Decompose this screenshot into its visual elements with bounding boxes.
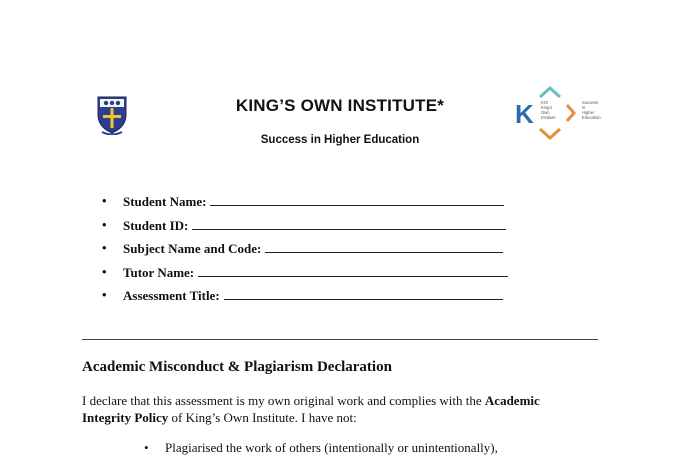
- declaration-text-2: of King’s Own Institute. I have not:: [168, 410, 357, 425]
- student-name-blank[interactable]: [210, 193, 504, 206]
- declaration-paragraph: [82, 392, 582, 426]
- declaration-items-list: [144, 440, 498, 456]
- koi-logo-mark: K: [515, 99, 534, 129]
- field-subject-name-code: [102, 240, 508, 264]
- assessment-title-blank[interactable]: [224, 287, 503, 300]
- declaration-text-1: I declare that this assessment is my own original work and complies with the: [82, 393, 485, 408]
- field-student-id: [102, 217, 508, 241]
- institute-title: KING’S OWN INSTITUTE*: [235, 96, 445, 115]
- institute-subtitle: Success in Higher Education: [260, 134, 420, 146]
- field-label: Tutor Name:: [123, 264, 195, 280]
- declaration-item: • Plagiarised the work of others (intentionally or unintentionally),: [144, 440, 498, 456]
- field-label: Student ID:: [123, 217, 189, 233]
- subject-name-code-blank[interactable]: [265, 240, 503, 253]
- svg-text:KOI King's Own Ins: KOI King's Own Institute: [541, 100, 556, 120]
- student-details-list: [102, 193, 508, 311]
- section-divider: [82, 339, 598, 340]
- field-tutor-name: [102, 264, 508, 288]
- svg-text:Success in Higher: Success in Higher Education: [582, 100, 601, 120]
- student-id-blank[interactable]: [192, 217, 506, 230]
- field-assessment-title: [102, 287, 508, 311]
- field-label: Assessment Title:: [123, 288, 220, 303]
- field-label: Subject Name and Code:: [123, 241, 262, 256]
- academic-integrity-policy-text: Academic Integrity Policy: [82, 393, 540, 425]
- field-label: Student Name:: [123, 194, 207, 209]
- field-student-name: [102, 193, 508, 217]
- tutor-name-blank[interactable]: [198, 264, 508, 277]
- declaration-heading: Academic Misconduct & Plagiarism Declaration: [82, 359, 392, 375]
